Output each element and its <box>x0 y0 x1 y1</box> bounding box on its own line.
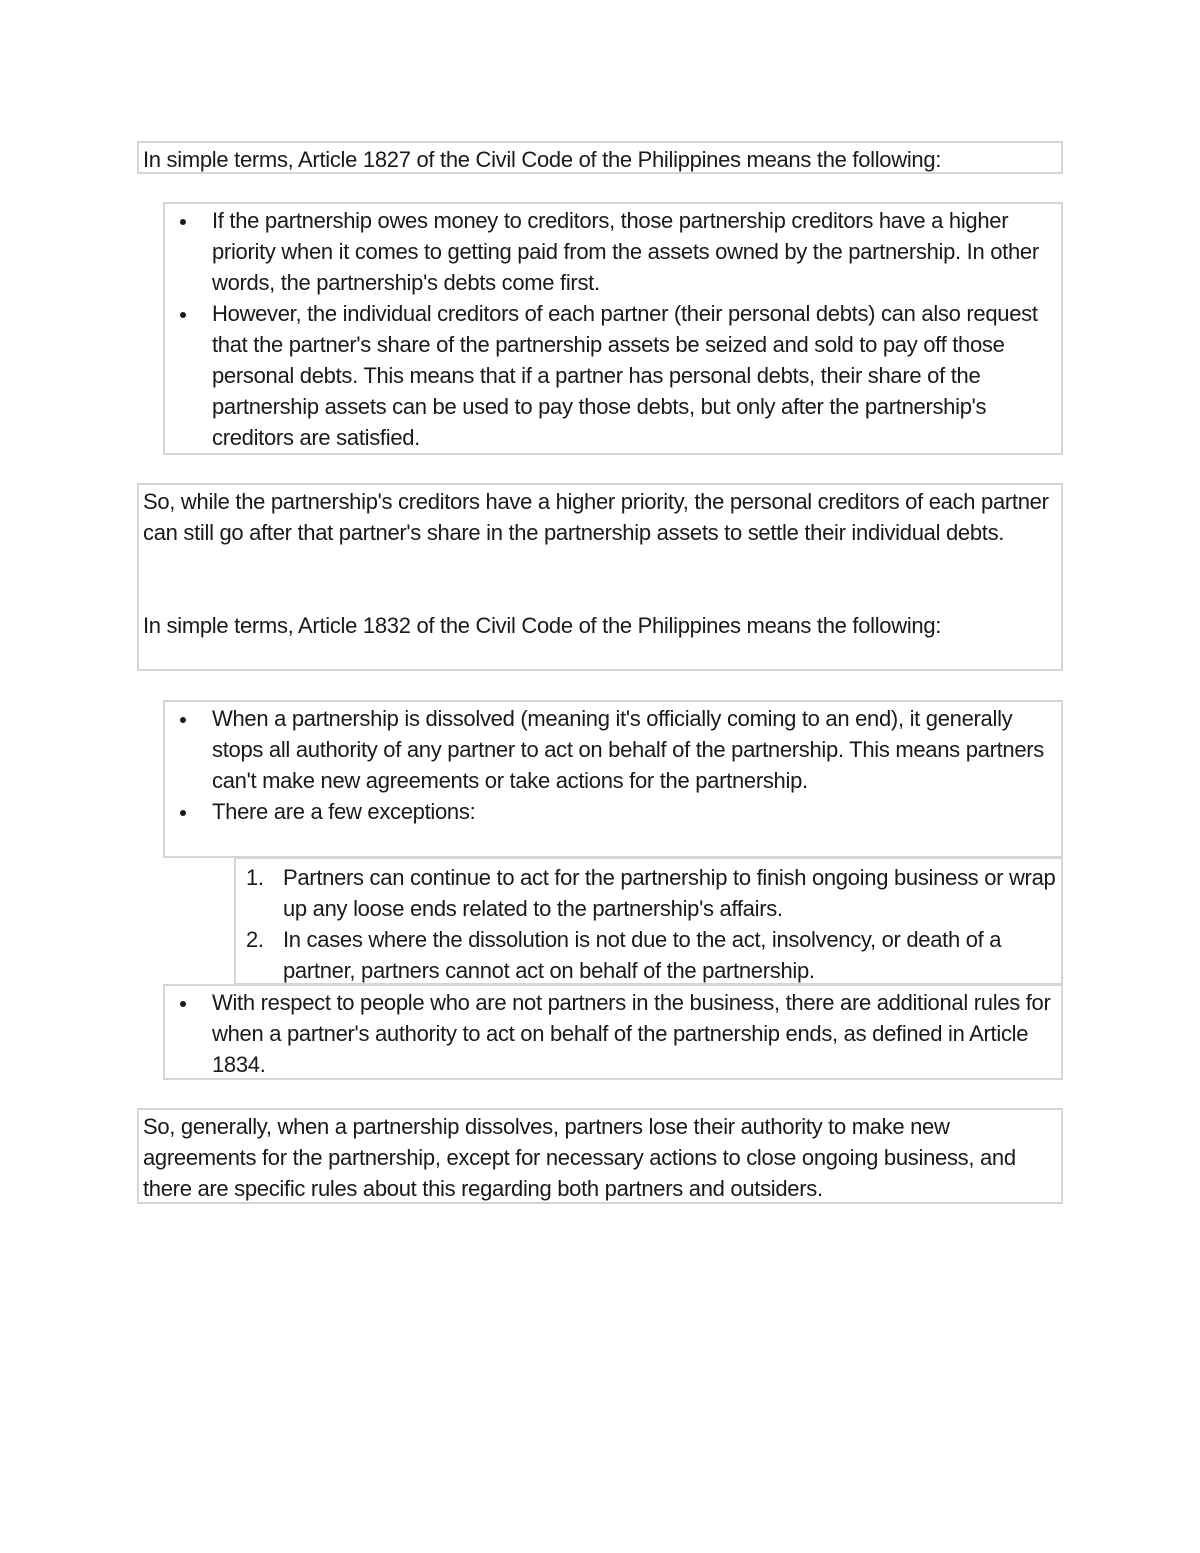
article-1827-summary-block <box>137 483 1063 671</box>
list-item <box>165 796 1061 827</box>
numbered-item <box>236 862 1061 924</box>
article-1827-bullet-list <box>163 202 1063 455</box>
list-item <box>165 703 1061 796</box>
list-item-text: If the partnership owes money to creditors, those partnership creditors have a higher priority when it comes to getting paid from the assets owned by the partnership. In other words, the partnership's debts come first. <box>212 208 1039 295</box>
bullet-icon <box>177 987 189 1018</box>
list-item-text: With respect to people who are not partners in the business, there are additional rules for when a partner's authority to act on behalf of the partnership ends, as defined in Article 1834. <box>212 990 1051 1077</box>
list-item-text: However, the individual creditors of each partner (their personal debts) can also request that the partner's share of the partnership assets be seized and sold to pay off those personal debts. This means that if a partner has personal debts, their share of the partnership assets can be used to pay those debts, but only after the partnership's creditors are satisfied. <box>212 301 1038 450</box>
list-item <box>165 205 1061 298</box>
numbered-item-text: Partners can continue to act for the partnership to finish ongoing business or wrap up any loose ends related to the partnership's affairs. <box>283 865 1056 921</box>
paragraph-spacer <box>143 548 1061 610</box>
list-item-text: When a partnership is dissolved (meaning it's officially coming to an end), it generally stops all authority of any partner to act on behalf of the partnership. This means partners can't make new agreements or take actions for the partnership. <box>212 706 1045 793</box>
bullet-icon <box>177 205 189 236</box>
numbered-item <box>236 924 1061 986</box>
article-1832-intro: In simple terms, Article 1832 of the Civil Code of the Philippines means the following: <box>143 613 942 638</box>
bullet-icon <box>177 796 189 827</box>
article-1832-final-bullet <box>163 984 1063 1080</box>
list-item <box>165 987 1061 1080</box>
item-number: 2. <box>246 927 264 952</box>
article-1832-summary-text: So, generally, when a partnership dissolves, partners lose their authority to make new agreements for the partnership, except for necessary actions to close ongoing business, and there are specific rules about this regarding both partners and outsiders. <box>143 1114 1016 1201</box>
list-item-text: There are a few exceptions: <box>212 799 476 824</box>
numbered-item-text: In cases where the dissolution is not due to the act, insolvency, or death of a partner, partners cannot act on behalf of the partnership. <box>283 927 1002 983</box>
bullet-icon <box>177 703 189 734</box>
item-number: 1. <box>246 865 264 890</box>
article-1832-bullet-list <box>163 700 1063 858</box>
article-1832-summary <box>137 1108 1063 1204</box>
article-1827-intro-text: In simple terms, Article 1827 of the Civil Code of the Philippines means the following: <box>143 147 942 172</box>
article-1827-summary: So, while the partnership's creditors have a higher priority, the personal creditors of each partner can still go after that partner's share in the partnership assets to settle their individual debts. <box>143 489 1049 545</box>
bullet-icon <box>177 298 189 329</box>
article-1827-intro <box>137 141 1063 174</box>
list-item <box>165 298 1061 453</box>
exceptions-numbered-list <box>234 857 1063 985</box>
